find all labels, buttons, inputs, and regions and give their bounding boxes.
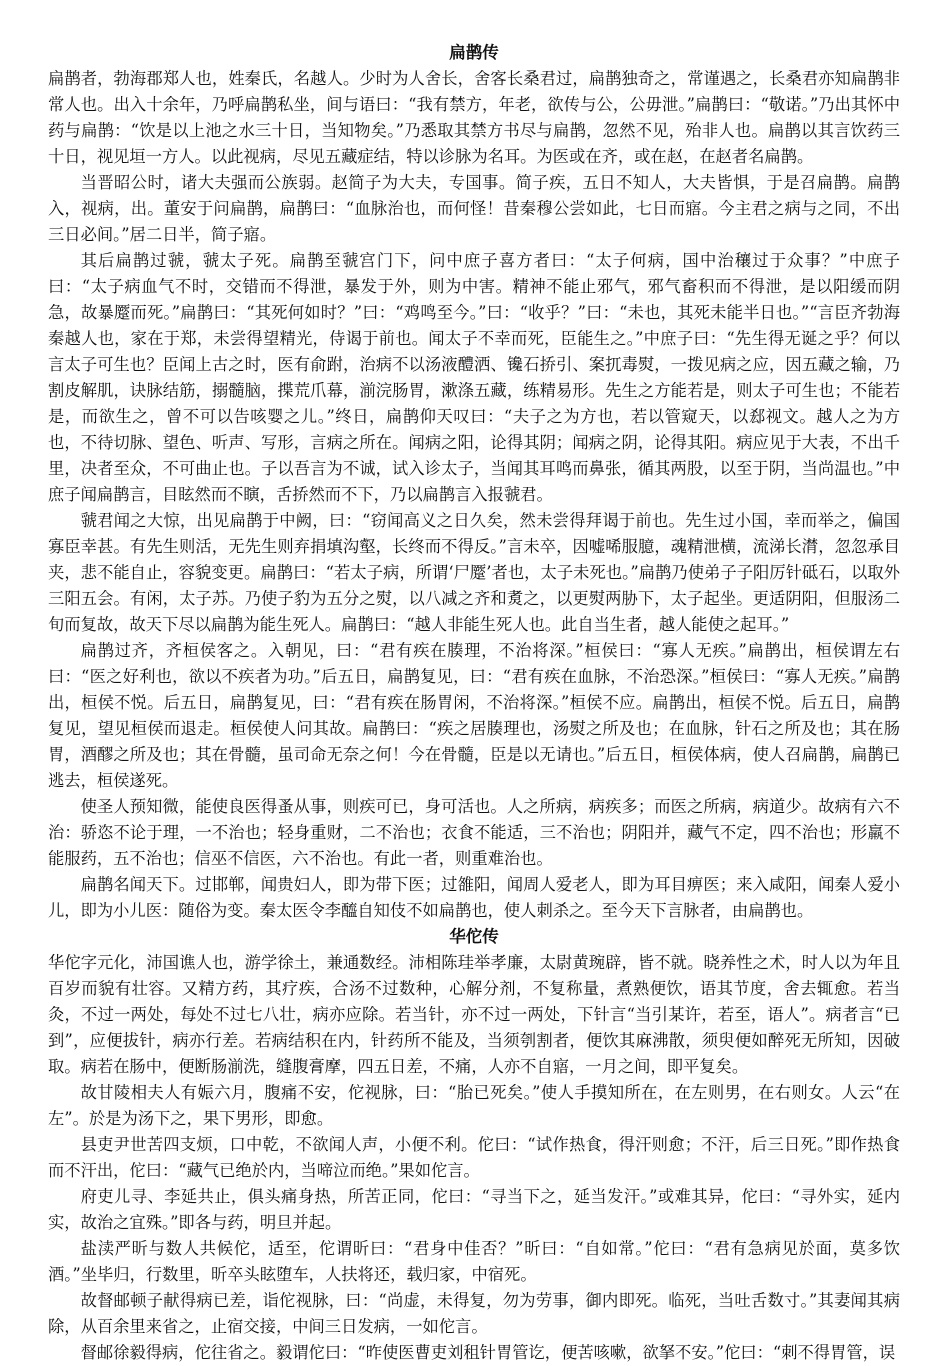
paragraph: 虢君闻之大惊，出见扁鹊于中阙，曰：“窃闻高义之日久矣，然未尝得拜谒于前也。先生过小国，幸而举之，偏国寡臣幸甚。有先生则活，无先生则弃捐填沟壑，长终而不得反。”言未卒，因嘘唏服臆，魂精泄横，流涕长潸，忽忽承目夹，悲不能自止，容貌变更。扁鹊曰：“若太子病，所谓‘尸蹷’者也，太子未死也。”扁鹊乃使弟子子阳厉针砥石，以取外三阳五会。有闲，太子苏。乃使子豹为五分之熨，以八减之齐和煑之，以更熨两胁下，太子起坐。更适阴阳，但服汤二旬而复故，故天下尽以扁鹊为能生死人。扁鹊曰：“越人非能生死人也。此自当生者，越人能使之起耳。”: [48, 511, 900, 634]
paragraph: 其后扁鹊过虢，虢太子死。扁鹊至虢宫门下，问中庶子喜方者曰：“太子何病，国中治穰过于众事？”中庶子曰：“太子病血气不时，交错而不得泄，暴发于外，则为中害。精神不能止邪气，邪气畜积而不得泄，是以阳缓而阴急，故暴蹷而死。”扁鹊曰：“其死何如时？”曰：“鸡鸣至今。”曰：“收乎？”曰：“未也，其死未能半日也。”“言臣齐勃海秦越人也，家在于郑，未尝得望精光，侍谒于前也。闻太子不幸而死，臣能生之。”中庶子曰：“先生得无诞之乎？何以言太子可生也？臣闻上古之时，医有俞跗，治病不以汤液醴洒、镵石挢引、案扤毒熨，一拨见病之应，因五藏之输，乃割皮解肌，诀脉结筋，搦髓脑，揲荒爪幕，湔浣肠胃，漱涤五藏，练精易形。先生之方能若是，则太子可生也；不能若是，而欲生之，曾不可以告咳婴之儿。”终日，扁鹊仰天叹曰：“夫子之为方也，若以管窥天，以郄视文。越人之为方也，不待切脉、望色、听声、写形，言病之所在。闻病之阳，论得其阴；闻病之阴，论得其阳。病应见于大表，不出千里，决者至众，不可曲止也。子以吾言为不诚，试入诊太子，当闻其耳鸣而鼻张，循其两股，以至于阴，当尚温也。”中庶子闻扁鹊言，目眩然而不瞚，舌挢然而不下，乃以扁鹊言入报虢君。: [48, 251, 900, 504]
section-title: 华佗传: [449, 927, 499, 946]
paragraph: 县吏尹世苦四支烦，口中乾，不欲闻人声，小便不利。佗曰：“试作热食，得汗则愈；不汗，后三日死。”即作热食而不汗出，佗曰：“藏气已绝於内，当啼泣而绝。”果如佗言。: [48, 1135, 900, 1180]
section-title: 扁鹊传: [449, 43, 499, 62]
paragraph: 故甘陵相夫人有娠六月，腹痛不安，佗视脉，曰：“胎已死矣。”使人手摸知所在，在左则男，在右则女。人云“在左”。於是为汤下之，果下男形，即愈。: [48, 1083, 900, 1128]
paragraph: 扁鹊过齐，齐桓侯客之。入朝见，曰：“君有疾在腠理，不治将深。”桓侯曰：“寡人无疾。”扁鹊出，桓侯谓左右曰：“医之好利也，欲以不疾者为功。”后五日，扁鹊复见，曰：“君有疾在血脉，不治恐深。”桓侯曰：“寡人无疾。”扁鹊出，桓侯不悦。后五日，扁鹊复见，曰：“君有疾在肠胃闲，不治将深。”桓侯不应。扁鹊出，桓侯不悦。后五日，扁鹊复见，望见桓侯而退走。桓侯使人问其故。扁鹊曰：“疾之居腠理也，汤熨之所及也；在血脉，针石之所及也；其在肠胃，酒醪之所及也；其在骨髓，虽司命无奈之何！今在骨髓，臣是以无请也。”后五日，桓侯体病，使人召扁鹊，扁鹊已逃去，桓侯遂死。: [48, 641, 900, 790]
section-bian-que: [48, 40, 900, 924]
paragraph: 督邮徐毅得病，佗往省之。毅谓佗曰：“昨使医曹吏刘租针胃管讫，便苦咳嗽，欲拏不安。”佗曰：“刺不得胃管，误: [80, 1343, 896, 1362]
paragraph: 华佗字元化，沛国谯人也，游学徐土，兼通数经。沛相陈珪举孝廉，太尉黄琬辟，皆不就。晓养性之术，时人以为年且百岁而貌有壮容。又精方药，其疗疾，合汤不过数种，心解分剂，不复称量，煮熟便饮，语其节度，舍去辄愈。若当灸，不过一两处，每处不过七八壮，病亦应除。若当针，亦不过一两处，下针言“当引某许，若至，语人”。病者言“已到”，应便拔针，病亦行差。若病结积在内，针药所不能及，当须刳割者，便饮其麻沸散，须臾便如醉死无所知，因破取。病若在肠中，便断肠湔洗，缝腹膏摩，四五日差，不痛，人亦不自寤，一月之间，即平复矣。: [48, 953, 900, 1076]
paragraph: 使圣人预知微，能使良医得蚤从事，则疾可已，身可活也。人之所病，病疾多；而医之所病，病道少。故病有六不治：骄恣不论于理，一不治也；轻身重财，二不治也；衣食不能适，三不治也；阴阳并，藏气不定，四不治也；形羸不能服药，五不治也；信巫不信医，六不治也。有此一者，则重难治也。: [48, 797, 900, 868]
paragraph: 故督邮顿子献得病已差，诣佗视脉，曰：“尚虚，未得复，勿为劳事，御内即死。临死，当吐舌数寸。”其妻闻其病除，从百余里来省之，止宿交接，中间三日发病，一如佗言。: [48, 1291, 900, 1336]
paragraph: 当晋昭公时，诸大夫强而公族弱。赵简子为大夫，专国事。简子疾，五日不知人，大夫皆惧，于是召扁鹊。扁鹊入，视病，出。董安于问扁鹊，扁鹊曰：“血脉治也，而何怪！昔秦穆公尝如此，七日而寤。今主君之病与之同，不出三日必间。”居二日半，简子寤。: [48, 173, 900, 244]
section-hua-tuo: [48, 924, 900, 1366]
paragraph: 府吏儿寻、李延共止，俱头痛身热，所苦正同，佗曰：“寻当下之，延当发汗。”或难其异，佗曰：“寻外实，延内实，故治之宜殊。”即各与药，明旦并起。: [48, 1187, 900, 1232]
paragraph: 盐渎严昕与数人共候佗，适至，佗谓昕曰：“君身中佳否？”昕曰：“自如常。”佗曰：“君有急病见於面，莫多饮酒。”坐毕归，行数里，昕卒头眩堕车，人扶将还，载归家，中宿死。: [48, 1239, 900, 1284]
paragraph: 扁鹊者，勃海郡郑人也，姓秦氏，名越人。少时为人舍长，舍客长桑君过，扁鹊独奇之，常谨遇之，长桑君亦知扁鹊非常人也。出入十余年，乃呼扁鹊私坐，间与语曰：“我有禁方，年老，欲传与公，公毋泄。”扁鹊曰：“敬诺。”乃出其怀中药与扁鹊：“饮是以上池之水三十日，当知物矣。”乃悉取其禁方书尽与扁鹊，忽然不见，殆非人也。扁鹊以其言饮药三十日，视见垣一方人。以此视病，尽见五藏症结，特以诊脉为名耳。为医或在齐，或在赵，在赵者名扁鹊。: [48, 69, 900, 166]
paragraph: 扁鹊名闻天下。过邯郸，闻贵妇人，即为带下医；过雒阳，闻周人爱老人，即为耳目痹医；来入咸阳，闻秦人爱小儿，即为小儿医：随俗为变。秦太医令李醯自知伎不如扁鹊也，使人刺杀之。至今天下言脉者，由扁鹊也。: [48, 875, 900, 920]
